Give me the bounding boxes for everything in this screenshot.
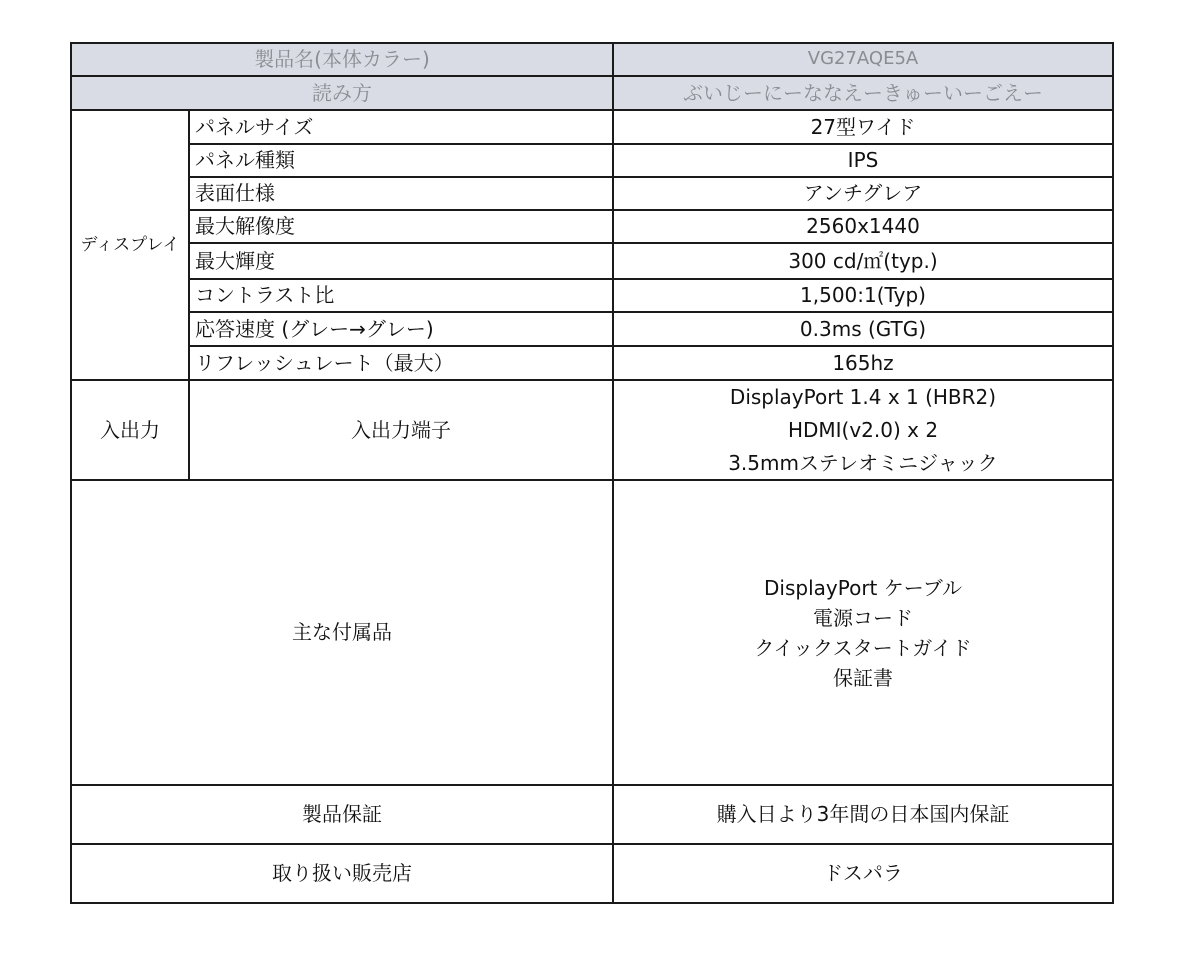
reading-label: 読み方	[72, 77, 614, 111]
spec-value-resolution: 2560x1440	[614, 211, 1112, 244]
reading-value: ぶいじーにーななえーきゅーいーごえー	[614, 77, 1112, 111]
io-group-label: 入出力	[72, 381, 190, 481]
spec-table	[70, 42, 1114, 904]
spec-label-refresh: リフレッシュレート（最大）	[190, 347, 614, 381]
spec-label-panel-size: パネルサイズ	[190, 111, 614, 145]
warranty-value: 購入日より3年間の日本国内保証	[614, 786, 1112, 845]
warranty-label: 製品保証	[72, 786, 614, 845]
retailer-label: 取り扱い販売店	[72, 845, 614, 902]
spec-label-panel-type: パネル種類	[190, 145, 614, 178]
spec-label-response: 応答速度 (グレー→グレー)	[190, 313, 614, 347]
retailer-value: ドスパラ	[823, 861, 903, 885]
spec-label-contrast: コントラスト比	[190, 280, 614, 313]
spec-value-panel-size: 27型ワイド	[614, 111, 1112, 145]
accessories-values	[614, 481, 1112, 786]
spec-value-panel-type: IPS	[614, 145, 1112, 178]
spec-value-contrast: 1,500:1(Typ)	[614, 280, 1112, 313]
accessories-label: 主な付属品	[72, 481, 614, 786]
spec-label-surface: 表面仕様	[190, 178, 614, 211]
spec-label-resolution: 最大解像度	[190, 211, 614, 244]
spec-value-brightness: 300 cd/㎡(typ.)	[614, 244, 1112, 280]
io-value-hdmi: HDMI(v2.0) x 2	[787, 417, 939, 442]
spec-value-surface: アンチグレア	[614, 178, 1112, 211]
io-value-audio: 3.5mmステレオミニジャック	[728, 450, 998, 475]
accessory-item: 保証書	[833, 665, 893, 690]
accessory-item: クイックスタートガイド	[754, 635, 972, 660]
io-value-displayport: DisplayPort 1.4 x 1 (HBR2)	[729, 384, 997, 409]
spec-label-brightness: 最大輝度	[190, 244, 614, 280]
spec-value-refresh: 165hz	[614, 347, 1112, 381]
product-name-value: VG27AQE5A	[614, 44, 1112, 77]
accessory-item: 電源コード	[813, 605, 913, 630]
io-label: 入出力端子	[190, 381, 614, 481]
accessory-item: DisplayPort ケーブル	[764, 575, 962, 600]
io-values	[614, 381, 1112, 481]
display-group-label: ディスプレイ	[72, 111, 190, 381]
product-name-label: 製品名(本体カラー)	[72, 44, 614, 77]
spec-value-response: 0.3ms (GTG)	[614, 313, 1112, 347]
